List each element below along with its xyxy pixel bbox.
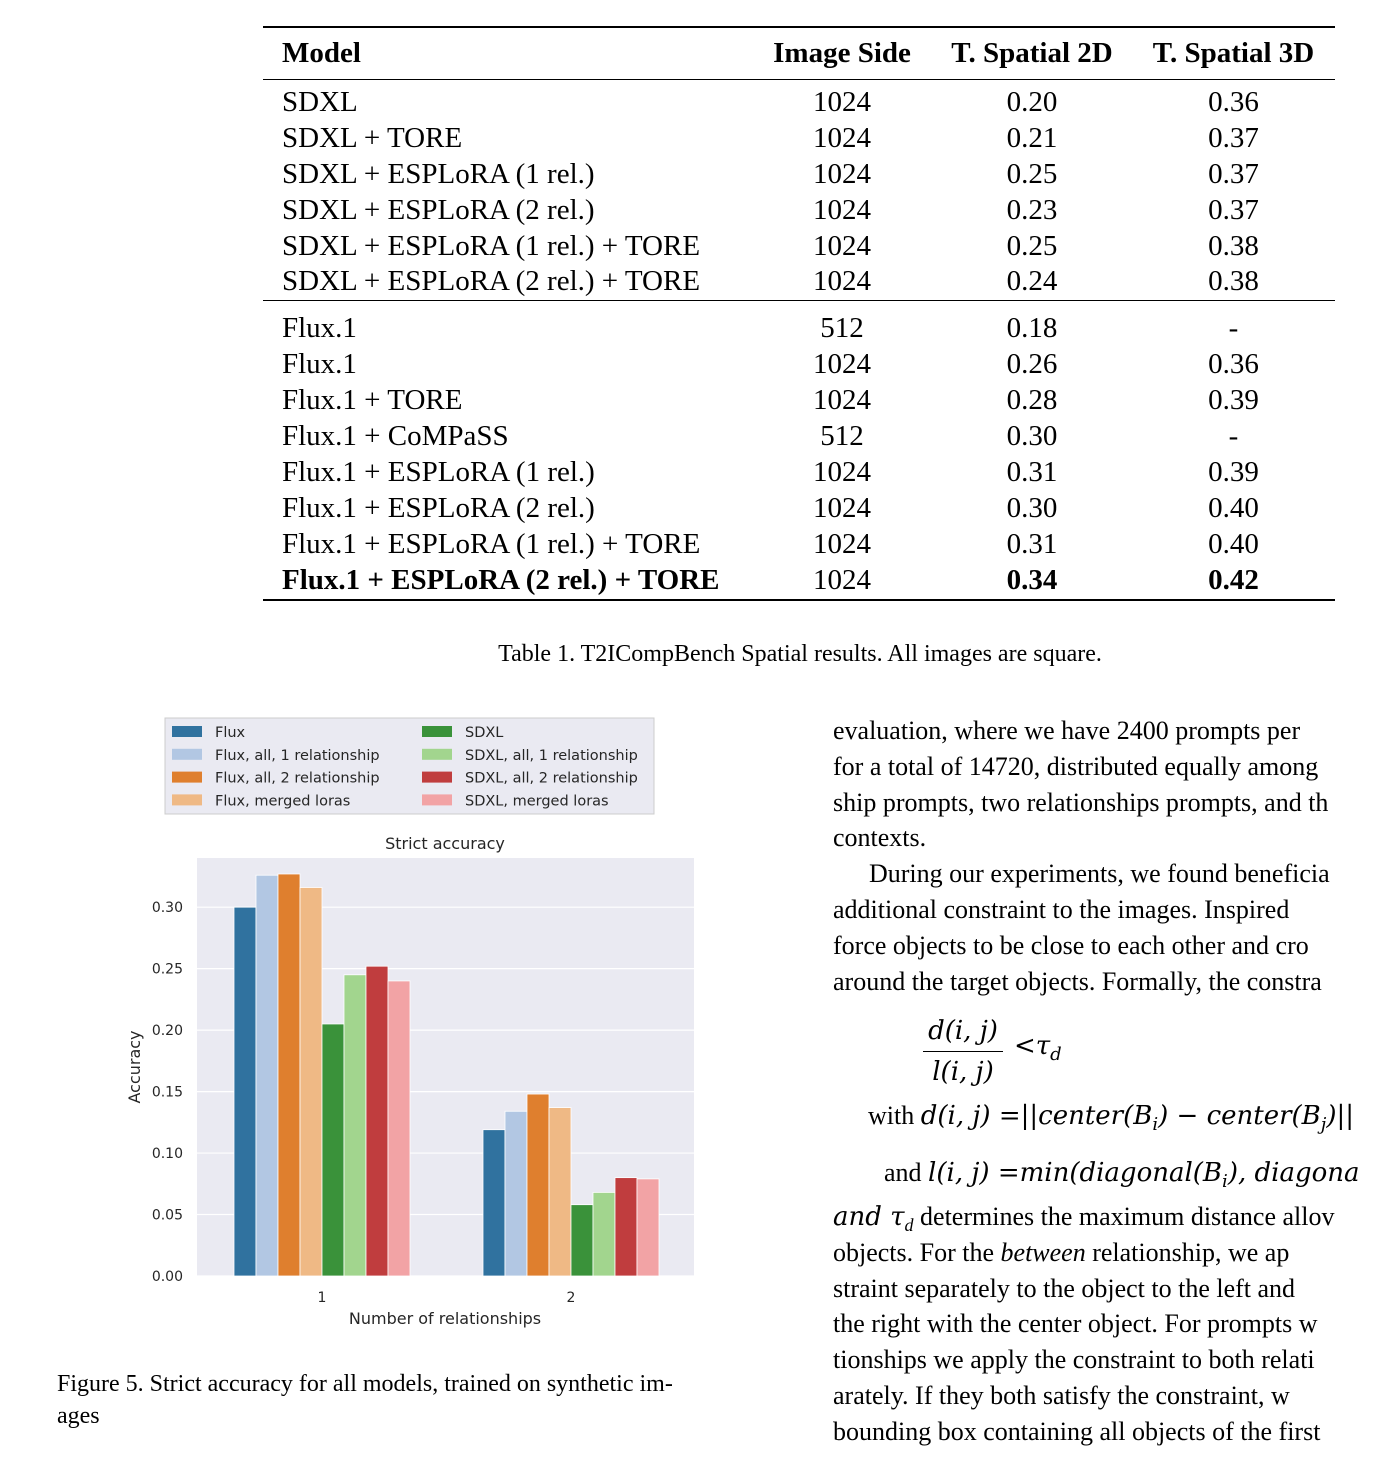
cell-spatial-3d: 0.36	[1208, 85, 1259, 118]
cell-image-side: 1024	[813, 347, 871, 380]
cell-spatial-3d: 0.42	[1208, 564, 1259, 596]
header-spatial-3d: T. Spatial 3D	[1152, 36, 1315, 69]
body-text-bottom	[833, 1199, 1388, 1450]
y-tick-labels	[152, 900, 183, 1285]
cell-model: Flux.1 + CoMPaSS	[282, 419, 509, 452]
table-row	[263, 490, 1335, 526]
chart-title: Strict accuracy	[385, 834, 505, 853]
cell-model: Flux.1 + ESPLoRA (2 rel.)	[282, 491, 595, 524]
legend-label: Flux, all, 1 relationship	[215, 747, 380, 764]
cell-spatial-3d: 0.36	[1208, 347, 1259, 380]
cell-spatial-3d: 0.40	[1208, 491, 1259, 524]
cell-image-side: 1024	[813, 383, 871, 416]
table-row	[263, 382, 1335, 418]
table-row	[263, 79, 1335, 120]
cell-model: Flux.1 + TORE	[282, 383, 463, 416]
bar-flux-all-1-relationship-1	[256, 875, 278, 1276]
legend-label: Flux, merged loras	[215, 793, 351, 810]
text-line: evaluation, where we have 2400 prompts per	[833, 716, 1301, 745]
cell-spatial-2d: 0.25	[1006, 157, 1058, 190]
eq-distance	[868, 1101, 1354, 1135]
cell-model: Flux.1 + ESPLoRA (1 rel.)	[282, 455, 595, 488]
cell-spatial-3d: -	[1228, 419, 1239, 452]
table-caption: Table 1. T2ICompBench Spatial results. All images are square.	[498, 641, 1102, 667]
tau-text: and τ	[833, 1202, 905, 1232]
eq-and-word: and	[884, 1158, 929, 1187]
cell-model: SDXL + ESPLoRA (1 rel.)	[282, 157, 595, 190]
bar-sdxl-all-1-relationship-2	[593, 1192, 615, 1276]
fraction-denominator: l(i, j)	[932, 1057, 994, 1087]
eq-lt-sub: d	[1050, 1044, 1062, 1066]
legend-swatch	[422, 726, 452, 737]
text-line: force objects to be close to each other and cro	[833, 930, 1309, 960]
text-line: straint separately to the object to the left and	[833, 1273, 1296, 1303]
bar-flux-all-1-relationship-2	[505, 1111, 527, 1276]
cell-image-side: 1024	[813, 229, 871, 262]
y-tick-label: 0.10	[151, 1146, 183, 1163]
legend-label: SDXL, all, 1 relationship	[465, 747, 638, 764]
cell-image-side: 1024	[813, 265, 871, 298]
legend-swatch	[422, 749, 452, 760]
text-line: tionships we apply the constraint to both relati	[833, 1345, 1315, 1375]
text-line: for a total of 14720, distributed equally among	[833, 751, 1319, 781]
cell-image-side: 512	[820, 311, 864, 344]
cell-spatial-3d: 0.37	[1208, 157, 1259, 190]
cell-image-side: 1024	[813, 564, 871, 596]
text-fragment: determines the maximum distance allov	[913, 1202, 1335, 1231]
x-tick-label: 2	[566, 1290, 576, 1306]
figure-caption-line-2: ages	[57, 1403, 100, 1429]
text-line: additional constraint to the images. Inspired	[833, 894, 1290, 924]
legend-label: Flux	[215, 725, 246, 741]
cell-model: Flux.1	[282, 347, 357, 380]
table-row	[263, 228, 1335, 264]
cell-image-side: 1024	[813, 455, 871, 488]
cell-spatial-2d: 0.24	[1006, 265, 1058, 298]
tau-sub: d	[904, 1215, 914, 1236]
cell-spatial-3d: 0.38	[1208, 265, 1259, 298]
text-fragment: relationship, we ap	[1085, 1237, 1290, 1267]
y-tick-label: 0.05	[151, 1207, 183, 1224]
cell-spatial-3d: 0.37	[1208, 121, 1259, 154]
eq-l-expr	[928, 1158, 1360, 1193]
bar-flux-1	[234, 907, 256, 1276]
table-row	[263, 120, 1335, 156]
cell-spatial-3d: 0.39	[1208, 383, 1259, 416]
eq-d-expr	[920, 1101, 1355, 1136]
body-text-top	[833, 713, 1388, 999]
cell-model: SDXL + ESPLoRA (2 rel.) + TORE	[282, 265, 701, 298]
results-table	[263, 26, 1335, 601]
cell-model: Flux.1 + ESPLoRA (2 rel.) + TORE	[282, 564, 720, 596]
cell-model: SDXL + TORE	[282, 121, 463, 154]
cell-spatial-2d: 0.26	[1006, 347, 1058, 380]
cell-spatial-2d: 0.34	[1006, 564, 1058, 596]
eq-length	[884, 1158, 1360, 1192]
y-tick-label: 0.00	[151, 1269, 183, 1285]
eq-d-part3: )||	[1326, 1101, 1355, 1131]
cell-spatial-3d: 0.37	[1208, 193, 1259, 226]
bar-sdxl-1	[322, 1024, 344, 1276]
cell-image-side: 1024	[813, 157, 871, 190]
strict-accuracy-chart	[110, 710, 710, 1330]
x-axis-label: Number of relationships	[348, 1309, 542, 1328]
text-emph: between	[1000, 1237, 1086, 1267]
fraction-numerator: d(i, j)	[928, 1016, 998, 1046]
table-row	[263, 156, 1335, 192]
cell-spatial-2d: 0.31	[1006, 527, 1058, 560]
y-axis-label: Accuracy	[125, 1030, 144, 1104]
legend-swatch	[172, 726, 202, 737]
cell-spatial-2d: 0.25	[1006, 229, 1058, 262]
text-line: the right with the center object. For prompts w	[833, 1309, 1318, 1339]
legend-swatch	[422, 772, 452, 783]
table-row	[263, 264, 1335, 300]
legend-swatch	[172, 794, 202, 805]
cell-model: Flux.1 + ESPLoRA (1 rel.) + TORE	[282, 527, 701, 560]
legend-label: SDXL	[465, 725, 504, 741]
cell-spatial-2d: 0.21	[1006, 121, 1058, 154]
figure-caption	[57, 1368, 765, 1432]
legend-label: SDXL, all, 2 relationship	[465, 770, 638, 787]
cell-image-side: 1024	[813, 527, 871, 560]
table-header-row	[263, 27, 1335, 79]
cell-image-side: 1024	[813, 491, 871, 524]
table-row	[263, 346, 1335, 382]
eq-d-part2: ) − center(B	[1158, 1101, 1321, 1131]
y-tick-label: 0.30	[151, 900, 183, 917]
legend-swatch	[172, 749, 202, 760]
cell-spatial-2d: 0.20	[1006, 85, 1058, 118]
cell-model: SDXL	[282, 85, 358, 118]
eq-with-word: with	[868, 1101, 921, 1130]
eq-sub-i: i	[1152, 1114, 1159, 1136]
cell-image-side: 1024	[813, 85, 871, 118]
eq-l-part2: ), diagona	[1227, 1158, 1360, 1188]
header-model: Model	[282, 36, 361, 69]
cell-image-side: 1024	[813, 193, 871, 226]
eq-less-than	[1014, 1031, 1062, 1065]
text-line: ship prompts, two relationships prompts, and th	[833, 787, 1329, 817]
bar-sdxl-merged-loras-2	[637, 1179, 659, 1276]
table-row	[263, 300, 1335, 346]
bar-sdxl-all-2-relationship-2	[615, 1178, 637, 1276]
x-tick-label: 1	[317, 1290, 327, 1306]
bar-flux-2	[483, 1130, 505, 1276]
text-fragment: objects. For the	[833, 1237, 1001, 1267]
legend-label: Flux, all, 2 relationship	[215, 770, 380, 787]
text-line	[833, 1199, 1388, 1235]
cell-spatial-2d: 0.31	[1006, 455, 1058, 488]
cell-image-side: 1024	[813, 121, 871, 154]
eq-sub-i-2: i	[1222, 1171, 1228, 1193]
cell-spatial-2d: 0.18	[1006, 311, 1058, 344]
text-line: arately. If they both satisfy the constraint, w	[833, 1380, 1290, 1410]
bar-sdxl-all-1-relationship-1	[344, 975, 366, 1276]
cell-spatial-3d: 0.40	[1208, 527, 1259, 560]
legend-swatch	[172, 772, 202, 783]
text-line: bounding box containing all objects of the first	[833, 1416, 1321, 1446]
table-row	[263, 418, 1335, 454]
eq-sub-j: j	[1320, 1114, 1327, 1136]
fraction-bar	[923, 1051, 1003, 1052]
bar-sdxl-all-2-relationship-1	[366, 966, 388, 1276]
cell-model: SDXL + ESPLoRA (2 rel.)	[282, 193, 595, 226]
x-tick-labels	[318, 1290, 576, 1306]
cell-spatial-2d: 0.30	[1006, 491, 1058, 524]
legend-label: SDXL, merged loras	[465, 793, 609, 810]
cell-image-side: 512	[820, 419, 864, 452]
bar-flux-merged-loras-2	[549, 1108, 571, 1276]
header-image-side: Image Side	[773, 36, 911, 69]
bar-flux-merged-loras-1	[300, 888, 322, 1276]
table-row	[263, 526, 1335, 562]
text-line: contexts.	[833, 823, 927, 853]
bar-flux-all-2-relationship-2	[527, 1094, 549, 1276]
cell-model: SDXL + ESPLoRA (1 rel.) + TORE	[282, 229, 701, 262]
bar-sdxl-2	[571, 1205, 593, 1276]
y-tick-label: 0.20	[151, 1023, 183, 1040]
cell-model: Flux.1	[282, 311, 357, 344]
fraction	[923, 1013, 1003, 1090]
cell-spatial-3d: 0.38	[1208, 229, 1259, 262]
table-row	[263, 454, 1335, 490]
figure-caption-line-1: Figure 5. Strict accuracy for all models, trained on synthetic im-	[57, 1371, 673, 1397]
cell-spatial-3d: 0.39	[1208, 455, 1259, 488]
cell-spatial-3d: -	[1228, 311, 1239, 344]
header-spatial-2d: T. Spatial 2D	[951, 36, 1113, 69]
y-tick-label: 0.15	[151, 1084, 183, 1101]
table-row	[263, 562, 1335, 600]
eq-d-part1: d(i, j) =||center(B	[920, 1101, 1153, 1131]
text-line: During our experiments, we found beneficia	[869, 859, 1330, 889]
text-line	[833, 1235, 1388, 1271]
table-row	[263, 192, 1335, 228]
table-body	[263, 79, 1335, 600]
eq-l-part1: l(i, j) =min(diagonal(B	[928, 1158, 1223, 1188]
cell-spatial-2d: 0.23	[1006, 193, 1058, 226]
text-line: around the target objects. Formally, the constra	[833, 966, 1322, 996]
bar-sdxl-merged-loras-1	[388, 981, 410, 1276]
cell-spatial-2d: 0.28	[1006, 383, 1058, 416]
legend-swatch	[422, 794, 452, 805]
cell-spatial-2d: 0.30	[1006, 419, 1058, 452]
y-tick-label: 0.25	[151, 961, 183, 978]
eq-lt-text: <τ	[1014, 1031, 1051, 1061]
bar-flux-all-2-relationship-1	[278, 874, 300, 1276]
